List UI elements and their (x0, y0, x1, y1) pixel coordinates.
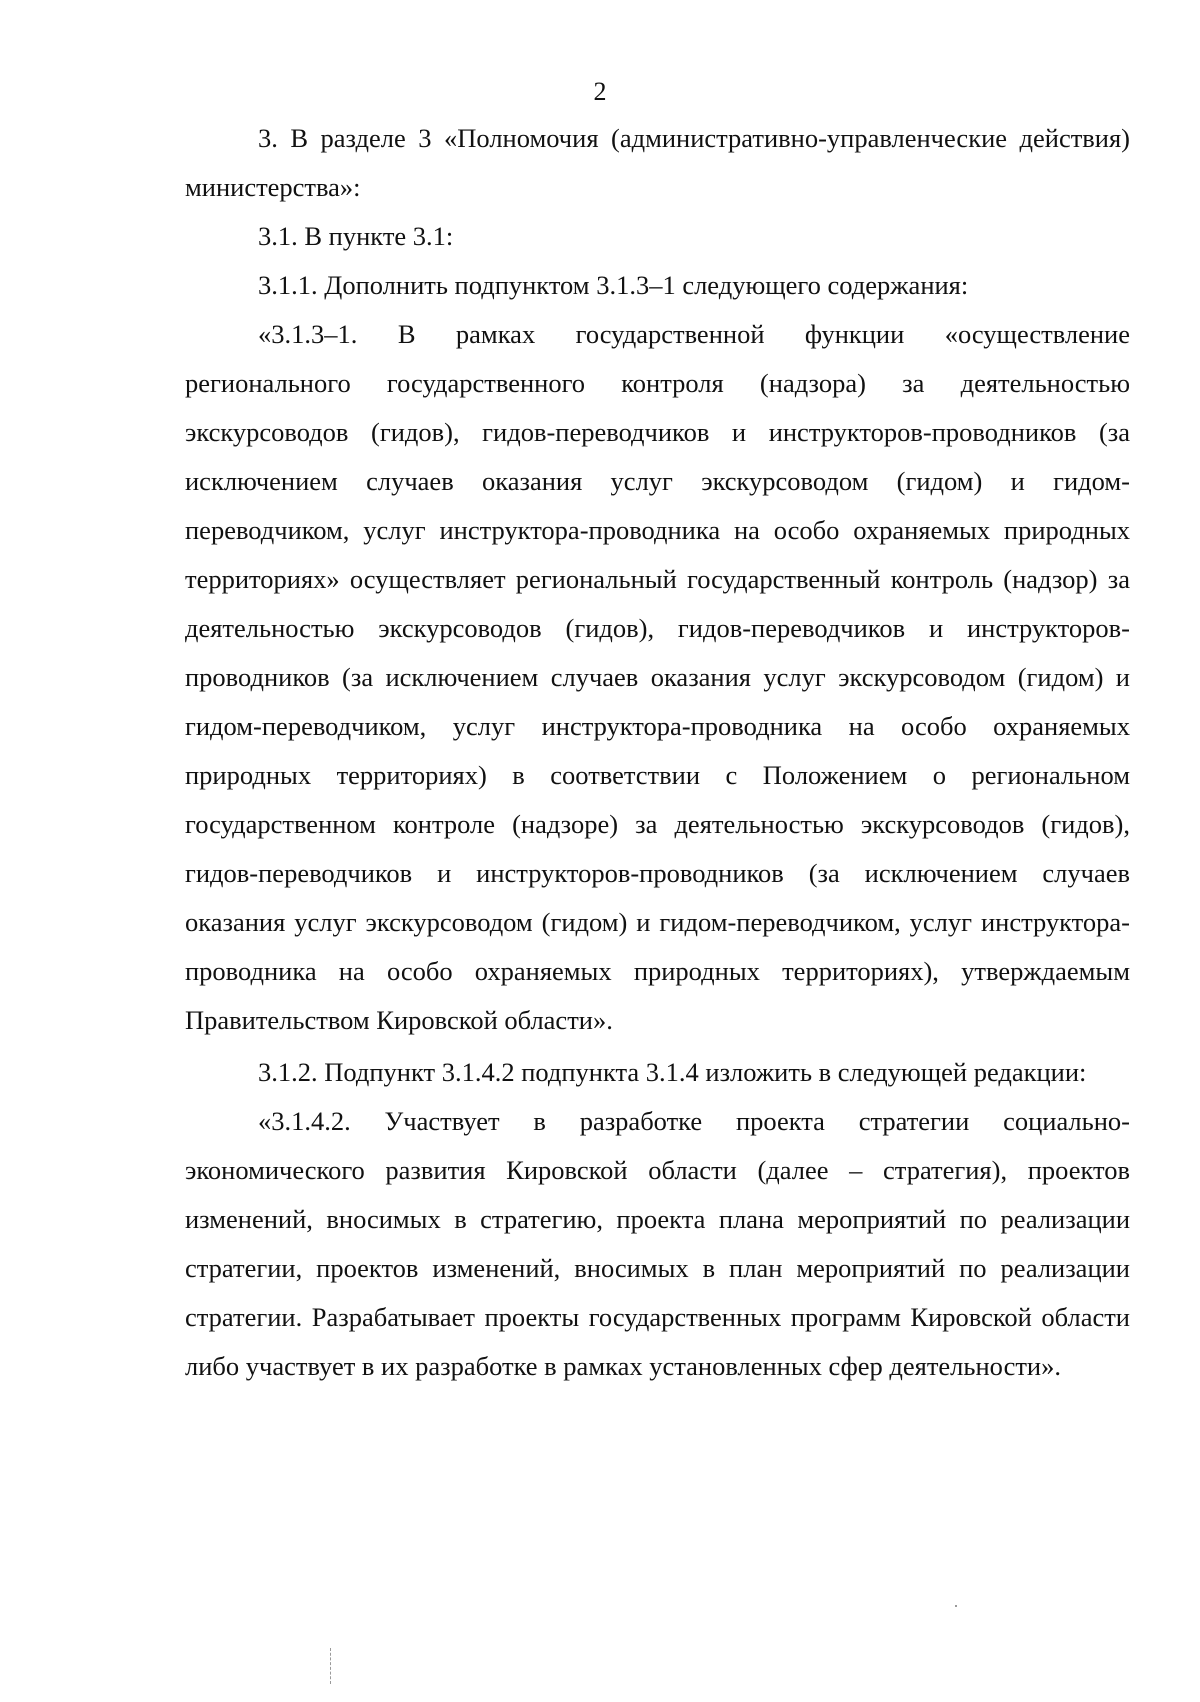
paragraph-quote-3-1-3-1: «3.1.3–1. В рамках государственной функции «осуществление регионального государственного контроля (надзора) за деятельностью экскурсоводов (гидов), гидов-переводчиков и инструкторов-проводников (за исключением случаев оказания услуг экскурсоводом (гидом) и гидом-переводчиком, услуг инструктора-проводника на особо охраняемых природных территориях» осуществляет региональный государственный контроль (надзор) за деятельностью экскурсоводов (гидов), гидов-переводчиков и инструкторов-проводников (за исключением случаев оказания услуг экскурсоводом (гидом) и гидом-переводчиком, услуг инструктора-проводника на особо охраняемых природных территориях) в соответствии с Положением о региональном государственном контроле (надзоре) за деятельностью экскурсоводов (гидов), гидов-переводчиков и инструкторов-проводников (за исключением случаев оказания услуг экскурсоводом (гидом) и гидом-переводчиком, услуг инструктора-проводника на особо охраняемых природных территориях), утверждаемым Правительством Кировской области». (185, 319, 1130, 1035)
scan-artifact-dot (955, 1605, 957, 1607)
page-number: 2 (593, 77, 607, 106)
paragraph-item-3-1-1: 3.1.1. Дополнить подпунктом 3.1.3–1 следующего содержания: (258, 270, 969, 300)
paragraph-item-3-1: 3.1. В пункте 3.1: (258, 221, 454, 251)
paragraph-item-3-1-2: 3.1.2. Подпункт 3.1.4.2 подпункта 3.1.4 изложить в следующей редакции: (258, 1057, 1087, 1087)
paragraph-quote-3-1-4-2: «3.1.4.2. Участвует в разработке проекта стратегии социально-экономического развития Кировской области (далее – стратегия), проектов изменений, вносимых в стратегию, проекта плана мероприятий по реализации стратегии, проектов изменений, вносимых в план мероприятий по реализации стратегии. Разрабатывает проекты государственных программ Кировской области либо участвует в их разработке в рамках установленных сфер деятельности». (185, 1106, 1130, 1381)
paragraph-section-3: 3. В разделе 3 «Полномочия (административно-управленческие действия) министерства»: (185, 123, 1130, 202)
scan-artifact-line (330, 1648, 332, 1684)
document-body (185, 114, 1130, 1391)
